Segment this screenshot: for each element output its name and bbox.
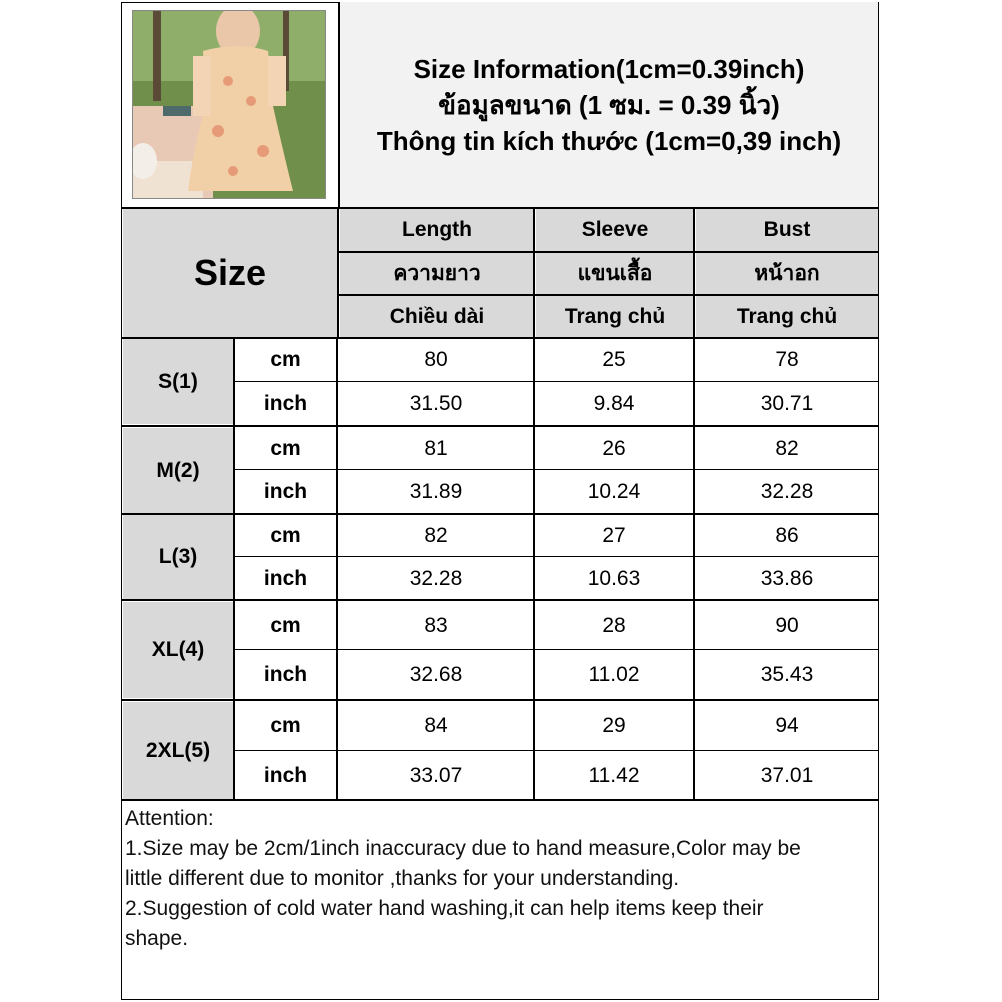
value-cell: 31.89 bbox=[409, 480, 463, 503]
value-cell: 33.86 bbox=[760, 566, 814, 590]
title-thai: ข้อมูลขนาด (1 ซม. = 0.39 นิ้ว) bbox=[438, 89, 780, 120]
grid-line bbox=[337, 207, 339, 339]
value-cell: 32.28 bbox=[760, 480, 814, 503]
value-cell: 29 bbox=[602, 714, 626, 737]
value-cell: 31.50 bbox=[409, 391, 463, 415]
value-cell: 11.42 bbox=[588, 763, 640, 787]
grid-line bbox=[233, 750, 879, 751]
unit-cm: cm bbox=[270, 523, 301, 547]
value-cell: 35.43 bbox=[760, 663, 814, 686]
product-photo bbox=[132, 10, 326, 199]
notes-heading: Attention: bbox=[125, 807, 214, 830]
title-vietnamese: Thông tin kích thước (1cm=0,39 inch) bbox=[376, 125, 842, 156]
value-cell: 80 bbox=[424, 348, 448, 371]
size-label-l: L(3) bbox=[123, 515, 233, 599]
col-sleeve-th: แขนเสื้อ bbox=[536, 253, 694, 294]
notes-line: shape. bbox=[125, 927, 189, 950]
value-cell: 25 bbox=[602, 348, 626, 371]
grid-line bbox=[233, 649, 879, 650]
title-english: Size Information(1cm=0.39inch) bbox=[413, 53, 805, 84]
value-cell: 94 bbox=[775, 714, 799, 737]
grid-line bbox=[233, 469, 879, 470]
value-cell: 82 bbox=[775, 437, 799, 460]
unit-cm: cm bbox=[270, 348, 301, 371]
size-label-xl: XL(4) bbox=[123, 602, 233, 698]
value-cell: 10.24 bbox=[587, 480, 641, 503]
title-divider bbox=[338, 2, 340, 208]
grid-line bbox=[337, 251, 879, 253]
value-cell: 37.01 bbox=[760, 763, 814, 787]
value-cell: 32.68 bbox=[409, 663, 463, 686]
grid-line bbox=[121, 799, 879, 801]
size-label-m: M(2) bbox=[123, 428, 233, 513]
size-header-cell bbox=[123, 209, 337, 337]
value-cell: 11.02 bbox=[588, 663, 640, 686]
col-bust-en: Bust bbox=[696, 209, 878, 251]
value-cell: 78 bbox=[775, 348, 799, 371]
value-cell: 33.07 bbox=[409, 763, 463, 787]
unit-cm: cm bbox=[270, 613, 301, 637]
value-cell: 32.28 bbox=[409, 566, 463, 590]
value-cell: 82 bbox=[424, 523, 448, 547]
grid-line bbox=[693, 207, 695, 801]
notes-line: 1.Size may be 2cm/1inch inaccuracy due to hand measure,Color may be bbox=[125, 837, 801, 860]
unit-inch: inch bbox=[263, 480, 308, 503]
value-cell: 81 bbox=[424, 437, 448, 460]
product-photo-illustration bbox=[133, 11, 326, 199]
col-length-vi: Chiều dài bbox=[340, 296, 534, 337]
value-cell: 86 bbox=[775, 523, 799, 547]
value-cell: 10.63 bbox=[587, 566, 641, 590]
grid-line bbox=[121, 513, 879, 515]
grid-line bbox=[533, 207, 535, 801]
notes-line: little different due to monitor ,thanks for your understanding. bbox=[125, 867, 680, 890]
unit-inch: inch bbox=[263, 566, 308, 590]
unit-inch: inch bbox=[263, 391, 308, 415]
grid-line bbox=[337, 294, 879, 296]
value-cell: 30.71 bbox=[760, 391, 814, 415]
grid-line bbox=[233, 381, 879, 382]
col-bust-th: หน้าอก bbox=[696, 253, 878, 294]
size-header-label: Size bbox=[193, 252, 267, 293]
grid-line bbox=[121, 699, 879, 701]
value-cell: 84 bbox=[424, 714, 448, 737]
title-block bbox=[340, 2, 878, 207]
col-length-th: ความยาว bbox=[340, 253, 534, 294]
notes-line: 2.Suggestion of cold water hand washing,it can help items keep their bbox=[125, 897, 764, 920]
grid-line bbox=[121, 599, 879, 601]
attention-notes bbox=[125, 804, 870, 954]
grid-line bbox=[121, 425, 879, 427]
unit-cm: cm bbox=[270, 714, 301, 737]
col-length-en: Length bbox=[340, 209, 534, 251]
size-label-s: S(1) bbox=[123, 339, 233, 424]
grid-line bbox=[336, 337, 338, 801]
unit-inch: inch bbox=[263, 663, 308, 686]
value-cell: 90 bbox=[775, 613, 799, 637]
col-bust-vi: Trang chủ bbox=[696, 296, 878, 337]
unit-inch: inch bbox=[263, 763, 308, 787]
col-sleeve-en: Sleeve bbox=[536, 209, 694, 251]
grid-line bbox=[233, 337, 235, 801]
size-label-2xl: 2XL(5) bbox=[123, 702, 233, 799]
value-cell: 83 bbox=[424, 613, 448, 637]
col-sleeve-vi: Trang chủ bbox=[536, 296, 694, 337]
value-cell: 28 bbox=[602, 613, 626, 637]
value-cell: 9.84 bbox=[593, 391, 635, 415]
value-cell: 26 bbox=[602, 437, 626, 460]
unit-cm: cm bbox=[270, 437, 301, 460]
grid-line bbox=[233, 556, 879, 557]
value-cell: 27 bbox=[602, 523, 626, 547]
